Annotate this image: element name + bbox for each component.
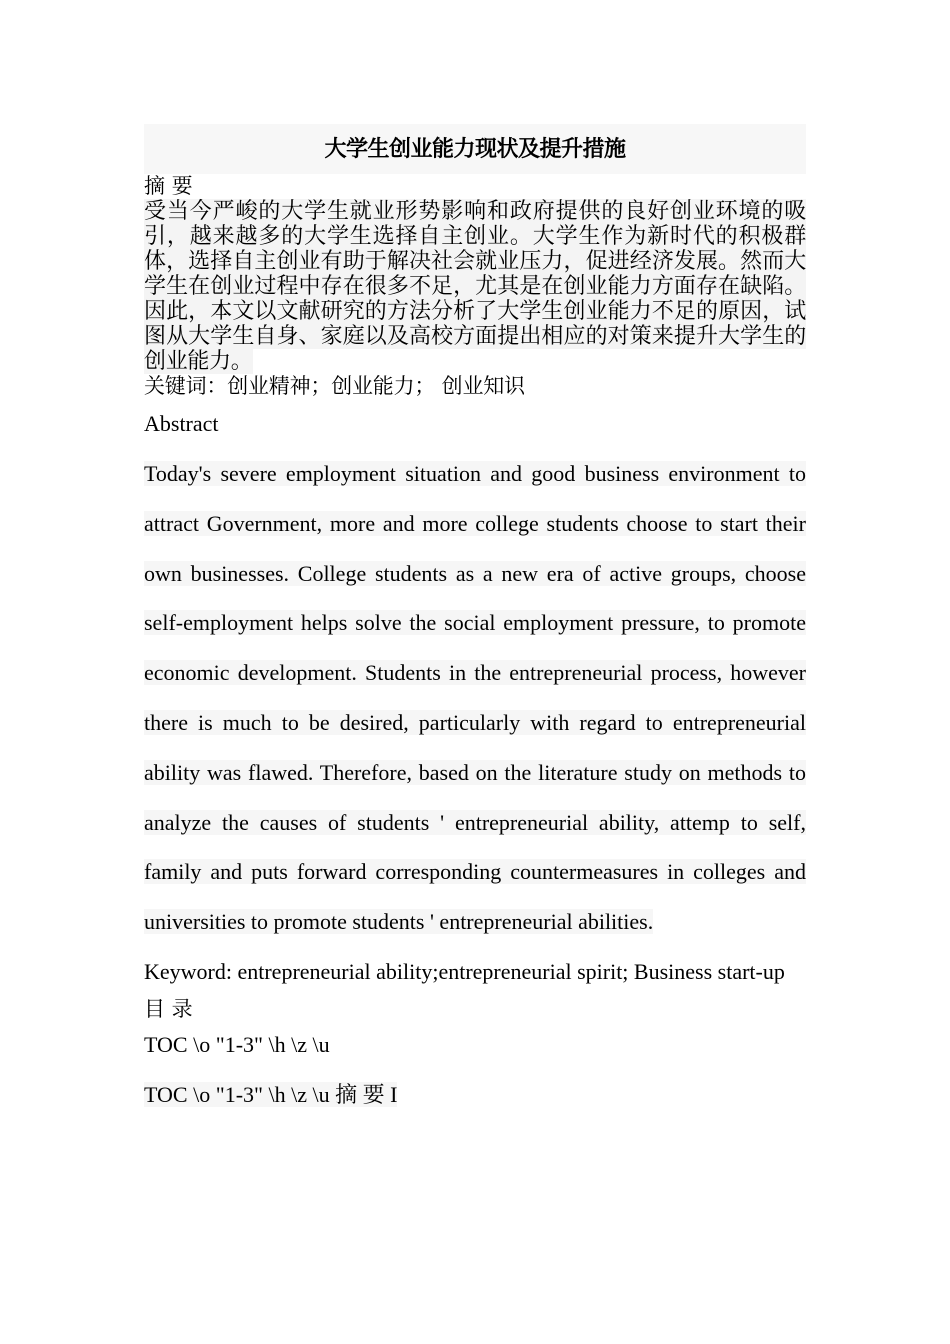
toc-field-line-1: TOC \o "1-3" \h \z \u: [144, 1031, 330, 1057]
abstract-en-heading: Abstract: [144, 411, 219, 436]
toc-heading: 目 录: [144, 996, 193, 1021]
document-page: [144, 124, 806, 1108]
abstract-cn-body: [144, 199, 806, 374]
document-title: 大学生创业能力现状及提升措施: [144, 124, 806, 174]
keywords-cn: 关键词：创业精神；创业能力； 创业知识: [144, 374, 525, 398]
abstract-cn-heading: 摘 要: [144, 174, 193, 198]
toc-field-line-2: [144, 1082, 806, 1108]
abstract-en-text: Today's severe employment situation and good business environment to attract Government, more and more college students choose to start their own businesses. College students as a new era of active groups, choose self-employment helps solve the social employment pressure, to promote economic development. Students in the entrepreneurial process, however there is much to be desired, particularly with regard to entrepreneurial ability was flawed. Therefore, based on the literature study on methods to analyze the causes of students ' entrepreneurial ability, attemp to self, family and puts forward corresponding countermeasures in colleges and universities to promote students ' entrepreneurial abilities.: [144, 461, 806, 935]
abstract-en-body: [144, 449, 806, 947]
abstract-cn-text: 受当今严峻的大学生就业形势影响和政府提供的良好创业环境的吸引，越来越多的大学生选择自主创业。大学生作为新时代的积极群体，选择自主创业有助于解决社会就业压力，促进经济发展。然而大学生在创业过程中存在很多不足，尤其是在创业能力方面存在缺陷。因此，本文以文献研究的方法分析了大学生创业能力不足的原因，试图从大学生自身、家庭以及高校方面提出相应的对策来提升大学生的创业能力。: [144, 199, 806, 374]
toc-entry-abstract[interactable]: TOC \o "1-3" \h \z \u 摘 要 I: [144, 1081, 398, 1107]
keywords-en: Keyword: entrepreneurial ability;entrepreneurial spirit; Business start-up: [144, 958, 785, 984]
